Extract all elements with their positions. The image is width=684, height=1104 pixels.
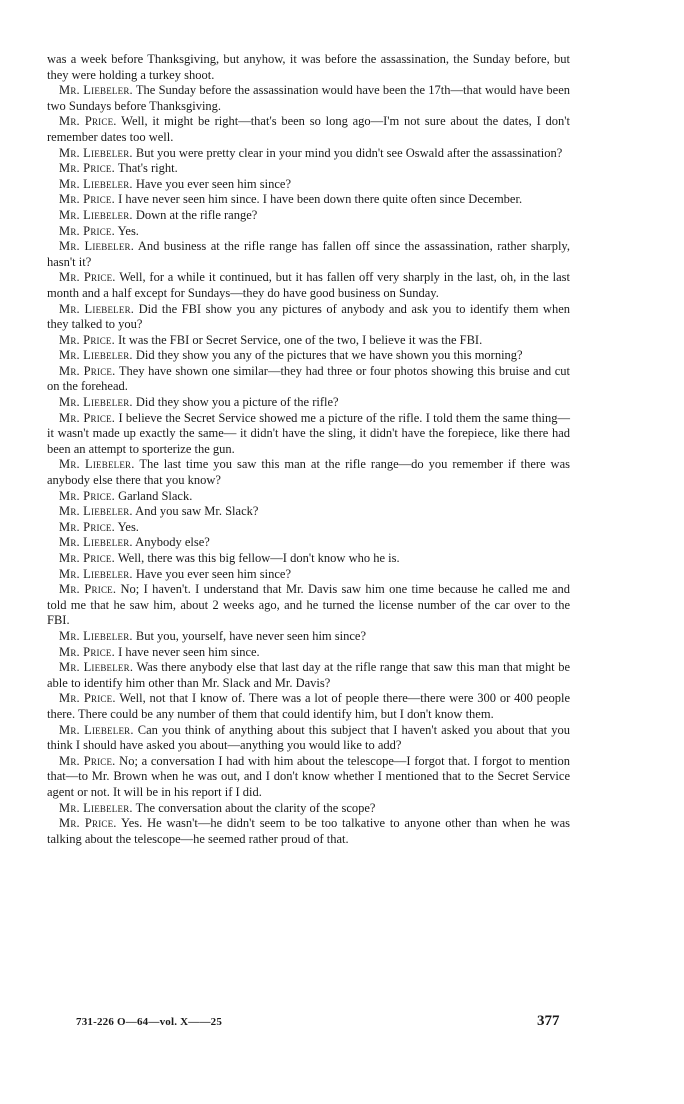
testimony-paragraph (47, 411, 570, 458)
speaker-label: Mr. Price. (59, 114, 117, 129)
print-code: 731-226 O—64—vol. X——25 (76, 1016, 223, 1028)
statement-text: But you were pretty clear in your mind you didn't see Oswald after the assassination? (132, 145, 563, 160)
testimony-paragraph (47, 395, 570, 411)
statement-text: I believe the Secret Service showed me a picture of the rifle. I told them the same thing—it wasn't made up exactly the same— it didn't have the sling, it didn't have the forepiece, like there had been an attempt to sporterize the gun. (47, 410, 570, 456)
speaker-label: Mr. Price. (59, 551, 115, 565)
speaker-label: Mr. Liebeler. (59, 207, 133, 222)
testimony-paragraph (47, 567, 570, 583)
statement-text: Well, it might be right—that's been so long ago—I'm not sure about the dates, I don't remember dates too well. (47, 114, 570, 144)
testimony-paragraph (47, 801, 570, 817)
statement-text: Anybody else? (132, 535, 210, 550)
testimony-paragraph (47, 348, 570, 364)
statement-text: Was there anybody else that last day at the rifle range that saw this man that might be able to identify him other than Mr. Slack and Mr. Davis? (47, 660, 570, 690)
statement-text: They have shown one similar—they had three or four photos showing this bruise and cut on the forehead. (47, 363, 570, 394)
speaker-label: Mr. Price. (59, 270, 116, 285)
statement-text: I have never seen him since. I have been down there quite often since December. (114, 192, 523, 207)
speaker-label: Mr. Price. (59, 363, 116, 378)
statement-text: Yes. (114, 223, 139, 238)
statement-text: Well, there was this big fellow—I don't know who he is. (114, 551, 400, 565)
statement-text: Can you think of anything about this subject that I haven't asked you about that you think I should have asked you about—anything you would like to add? (47, 722, 570, 753)
testimony-paragraph (47, 645, 570, 661)
statement-text: Have you ever seen him since? (132, 176, 292, 191)
statement-text: Yes. He wasn't—he didn't seem to be too talkative to anyone other than when he was talking about the telescope—he seemed rather proud of that. (47, 816, 570, 846)
statement-text: was a week before Thanksgiving, but anyhow, it was before the assassination, the Sunday before, but they were holding a turkey shoot. (47, 52, 570, 82)
speaker-label: Mr. Liebeler. (59, 660, 134, 675)
statement-text: Well, for a while it continued, but it has fallen off very sharply in the last, oh, in the last month and a half except for Sundays—they do have good business on Sunday. (47, 270, 570, 300)
speaker-label: Mr. Liebeler. (59, 348, 133, 363)
speaker-label: Mr. Price. (59, 161, 115, 176)
speaker-label: Mr. Price. (59, 332, 115, 347)
speaker-label: Mr. Liebeler. (59, 628, 133, 643)
testimony-paragraph (47, 114, 570, 145)
testimony-paragraph (47, 208, 570, 224)
speaker-label: Mr. Price. (59, 488, 115, 503)
statement-text: Did they show you any of the pictures that we have shown you this morning? (132, 348, 523, 363)
testimony-paragraph (47, 582, 570, 629)
testimony-paragraph (47, 239, 570, 270)
speaker-label: Mr. Liebeler. (59, 800, 133, 815)
statement-text: Have you ever seen him since? (132, 566, 292, 581)
testimony-paragraph (47, 489, 570, 505)
statement-text: No; I haven't. I understand that Mr. Davis saw him one time because he called me and told me that he saw him, about 2 weeks ago, and he turned the license number of the car over to the FBI. (47, 582, 570, 628)
speaker-label: Mr. Price. (59, 410, 116, 425)
testimony-paragraph (47, 177, 570, 193)
statement-text: The conversation about the clarity of the scope? (132, 800, 376, 815)
testimony-paragraph (47, 691, 570, 722)
speaker-label: Mr. Price. (59, 223, 115, 238)
speaker-label: Mr. Price. (59, 816, 117, 831)
statement-text: The Sunday before the assassination would have been the 17th—that would have been two Sundays before Thanksgiving. (47, 83, 570, 113)
statement-text: No; a conversation I had with him about the telescope—I forgot that. I forgot to mention that—to Mr. Brown when he was out, and I don't know whether I mentioned that to the Secret Service agent or not. It will be in his report if I did. (47, 753, 570, 799)
testimony-paragraph (47, 535, 570, 551)
testimony-paragraph (47, 161, 570, 177)
testimony-paragraph (47, 520, 570, 536)
testimony-paragraph (47, 333, 570, 349)
testimony-paragraph (47, 270, 570, 301)
statement-text: And business at the rifle range has fallen off since the assassination, rather sharply, hasn't it? (47, 239, 570, 269)
statement-text: That's right. (114, 161, 178, 176)
speaker-label: Mr. Price. (59, 644, 115, 659)
testimony-paragraph (47, 192, 570, 208)
testimony-paragraph (47, 457, 570, 488)
statement-text: But you, yourself, have never seen him since? (132, 628, 366, 643)
statement-text: It was the FBI or Secret Service, one of the two, I believe it was the FBI. (114, 332, 483, 347)
statement-text: Garland Slack. (114, 488, 193, 503)
testimony-paragraph (47, 660, 570, 691)
statement-text: Did they show you a picture of the rifle? (132, 395, 339, 410)
statement-text: And you saw Mr. Slack? (132, 504, 259, 519)
speaker-label: Mr. Price. (59, 519, 115, 534)
testimony-paragraph (47, 551, 570, 567)
statement-text: Did the FBI show you any pictures of anybody and ask you to identify them when they talked to you? (47, 301, 570, 332)
statement-text: The last time you saw this man at the rifle range—do you remember if there was anybody else there that you know? (47, 457, 570, 488)
testimony-paragraph (47, 364, 570, 395)
testimony-paragraph (47, 816, 570, 847)
speaker-label: Mr. Liebeler. (59, 145, 133, 160)
testimony-paragraph (47, 302, 570, 333)
speaker-label: Mr. Liebeler. (59, 395, 133, 410)
speaker-label: Mr. Liebeler. (59, 83, 133, 98)
testimony-paragraph (47, 754, 570, 801)
speaker-label: Mr. Liebeler. (59, 566, 133, 581)
speaker-label: Mr. Price. (59, 753, 116, 768)
statement-text: Yes. (114, 519, 139, 534)
speaker-label: Mr. Liebeler. (59, 176, 133, 191)
page-number: 377 (537, 1013, 560, 1029)
speaker-label: Mr. Price. (59, 192, 115, 207)
testimony-paragraph (47, 629, 570, 645)
speaker-label: Mr. Price. (59, 582, 117, 597)
speaker-label: Mr. Liebeler. (59, 722, 134, 737)
speaker-label: Mr. Liebeler. (59, 239, 135, 254)
testimony-paragraph (47, 723, 570, 754)
speaker-label: Mr. Liebeler. (59, 535, 133, 550)
testimony-paragraph (47, 146, 570, 162)
testimony-paragraph (47, 52, 570, 83)
speaker-label: Mr. Price. (59, 691, 116, 706)
statement-text: Down at the rifle range? (132, 207, 258, 222)
testimony-paragraph (47, 504, 570, 520)
testimony-paragraph (47, 83, 570, 114)
speaker-label: Mr. Liebeler. (59, 457, 135, 472)
testimony-text (47, 52, 570, 847)
speaker-label: Mr. Liebeler. (59, 301, 135, 316)
statement-text: Well, not that I know of. There was a lot of people there—there were 300 or 400 people there. There could be any number of them that could identify him, but I don't know them. (47, 691, 570, 721)
testimony-paragraph (47, 224, 570, 240)
speaker-label: Mr. Liebeler. (59, 504, 133, 519)
statement-text: I have never seen him since. (114, 644, 260, 659)
